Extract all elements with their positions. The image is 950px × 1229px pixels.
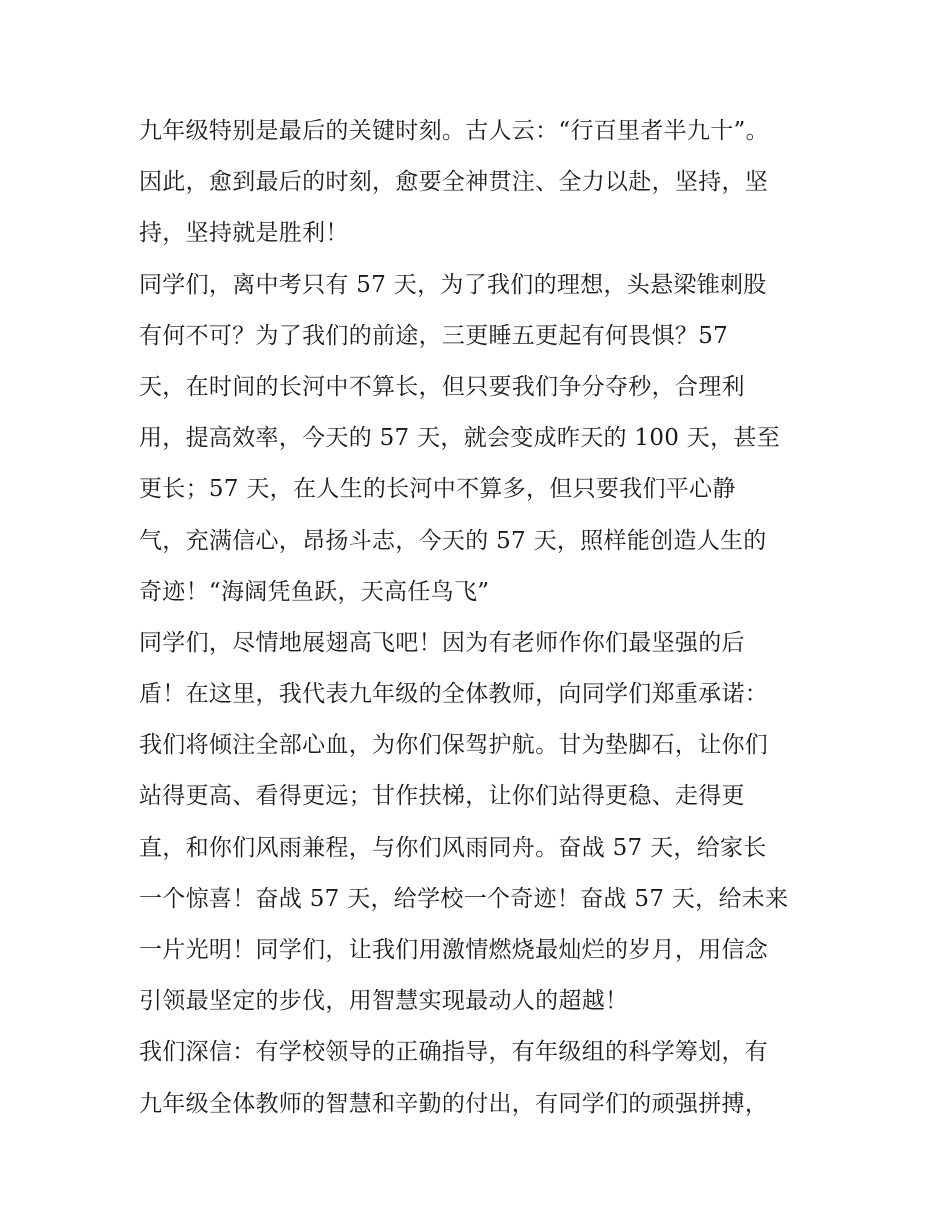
text-line: 天，在时间的长河中不算长，但只要我们争分夺秒，合理利 <box>139 373 745 400</box>
text-line: 气，充满信心，昂扬斗志，今天的 57 天，照样能创造人生的 <box>139 527 767 554</box>
text-line: 九年级特别是最后的关键时刻。古人云：“行百里者半九十”。 <box>139 118 769 144</box>
text-line: 同学们，尽情地展翅高飞吧！因为有老师作你们最坚强的后 <box>139 629 745 656</box>
text-line: 引领最坚定的步伐，用智慧实现最动人的超越！ <box>139 988 629 1015</box>
text-line: 持，坚持就是胜利！ <box>139 220 349 247</box>
text-line: 用，提高效率，今天的 57 天，就会变成昨天的 100 天，甚至 <box>139 425 781 452</box>
text-line: 我们将倾注全部心血，为你们保驾护航。甘为垫脚石，让你们 <box>139 732 769 759</box>
text-line: 直，和你们风雨兼程，与你们风雨同舟。奋战 57 天，给家长 <box>139 834 767 861</box>
text-line: 一片光明！同学们，让我们用激情燃烧最灿烂的岁月，用信念 <box>139 937 769 963</box>
speech-body-text <box>139 106 819 1130</box>
text-line: 更长；57 天，在人生的长河中不算多，但只要我们平心静 <box>139 476 736 503</box>
text-line: 一个惊喜！奋战 57 天，给学校一个奇迹！奋战 57 天，给未来 <box>139 885 789 912</box>
text-line: 因此，愈到最后的时刻，愈要全神贯注、全力以赴，坚持，坚 <box>139 169 769 196</box>
text-line: 站得更高、看得更远；甘作扶梯，让你们站得更稳、走得更 <box>139 783 745 810</box>
text-line: 同学们，离中考只有 57 天，为了我们的理想，头悬梁锥刺股 <box>139 271 767 298</box>
text-line: 盾！在这里，我代表九年级的全体教师，向同学们郑重承诺： <box>139 681 769 708</box>
text-line: 奇迹！“海阔凭鱼跃，天高任鸟飞” <box>139 578 490 605</box>
text-line: 九年级全体教师的智慧和辛勤的付出，有同学们的顽强拼搏， <box>139 1090 769 1117</box>
text-line: 有何不可？为了我们的前途，三更睡五更起有何畏惧？57 <box>139 322 729 349</box>
text-line: 我们深信：有学校领导的正确指导，有年级组的科学筹划，有 <box>139 1039 769 1066</box>
